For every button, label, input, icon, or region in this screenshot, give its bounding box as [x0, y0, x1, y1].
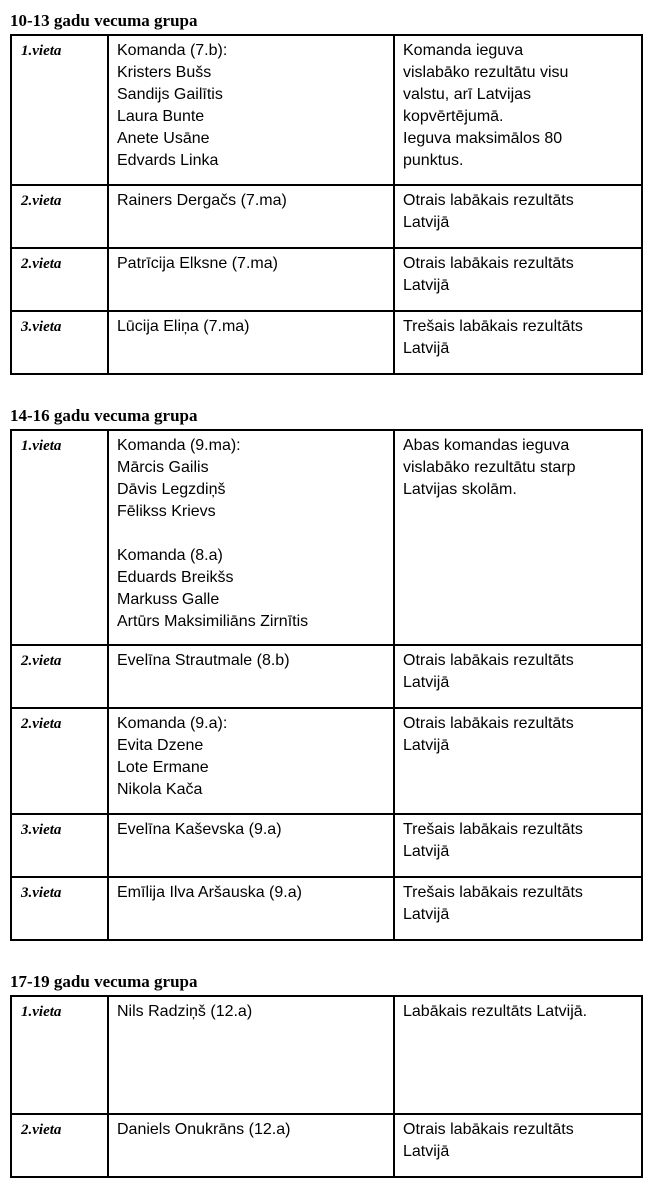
name-line: Artūrs Maksimiliāns Zirnītis [117, 613, 309, 630]
section-spacer [10, 375, 638, 405]
name-line: Evelīna Strautmale (8.b) [117, 652, 290, 669]
note-line: Otrais labākais rezultāts [403, 255, 574, 272]
name-line: Rainers Dergačs (7.ma) [117, 192, 287, 209]
note-line: Ieguva maksimālos 80 [403, 130, 563, 147]
table-row [11, 185, 642, 248]
name-line: Patrīcija Elksne (7.ma) [117, 255, 278, 272]
place-cell: 3.vieta [11, 311, 108, 374]
place-cell: 2.vieta [11, 1114, 108, 1177]
table-row [11, 35, 642, 185]
name-line: Daniels Onukrāns (12.a) [117, 1121, 291, 1138]
place-cell: 2.vieta [11, 248, 108, 311]
name-line: Anete Usāne [117, 130, 210, 147]
table-row [11, 996, 642, 1114]
age-group-section [10, 971, 638, 1178]
names-cell [108, 311, 394, 374]
note-line: Latvijā [403, 674, 450, 691]
name-line: Komanda (9.ma): [117, 437, 241, 454]
document-page [10, 10, 638, 1178]
note-line: Komanda ieguva [403, 42, 524, 59]
name-line: Nils Radziņš (12.a) [117, 1003, 253, 1020]
table-row [11, 645, 642, 708]
place-cell: 2.vieta [11, 645, 108, 708]
note-line: Latvijā [403, 340, 450, 357]
note-cell [394, 430, 642, 645]
note-cell [394, 814, 642, 877]
name-line: Mārcis Gailis [117, 459, 209, 476]
age-group-section [10, 10, 638, 375]
name-line: Evelīna Kaševska (9.a) [117, 821, 282, 838]
names-cell [108, 996, 394, 1114]
note-line: Latvijā [403, 737, 450, 754]
note-line: Otrais labākais rezultāts [403, 715, 574, 732]
note-line: Latvijā [403, 906, 450, 923]
note-cell [394, 877, 642, 940]
note-line: valstu, arī Latvijas [403, 86, 532, 103]
place-cell: 3.vieta [11, 877, 108, 940]
note-line: Otrais labākais rezultāts [403, 192, 574, 209]
note-cell [394, 248, 642, 311]
results-table [10, 34, 643, 375]
name-line: Laura Bunte [117, 108, 205, 125]
name-line: Komanda (7.b): [117, 42, 228, 59]
place-cell: 1.vieta [11, 35, 108, 185]
note-cell [394, 708, 642, 814]
blank-line [117, 523, 387, 545]
section-title: 10-13 gadu vecuma grupa [10, 11, 198, 30]
name-line: Kristers Bušs [117, 64, 212, 81]
name-line: Komanda (8.a) [117, 547, 223, 564]
note-line: Latvijas skolām. [403, 481, 517, 498]
note-line: Latvijā [403, 277, 450, 294]
name-line: Eduards Breikšs [117, 569, 234, 586]
names-cell [108, 185, 394, 248]
note-cell [394, 645, 642, 708]
names-cell [108, 877, 394, 940]
table-row [11, 430, 642, 645]
table-row [11, 1114, 642, 1177]
place-cell: 2.vieta [11, 185, 108, 248]
note-line: Otrais labākais rezultāts [403, 1121, 574, 1138]
table-row [11, 311, 642, 374]
name-line: Edvards Linka [117, 152, 219, 169]
name-line: Lote Ermane [117, 759, 209, 776]
names-cell [108, 1114, 394, 1177]
note-line: Latvijā [403, 214, 450, 231]
name-line: Evita Dzene [117, 737, 204, 754]
note-line: Trešais labākais rezultāts [403, 821, 583, 838]
results-table [10, 429, 643, 941]
note-cell [394, 185, 642, 248]
note-line: Latvijā [403, 843, 450, 860]
place-cell: 1.vieta [11, 430, 108, 645]
names-cell [108, 645, 394, 708]
names-cell [108, 708, 394, 814]
note-line: Trešais labākais rezultāts [403, 884, 583, 901]
table-row [11, 814, 642, 877]
name-line: Dāvis Legzdiņš [117, 481, 226, 498]
name-line: Emīlija Ilva Aršauska (9.a) [117, 884, 302, 901]
note-line: Abas komandas ieguva [403, 437, 570, 454]
note-line: Labākais rezultāts Latvijā. [403, 1003, 588, 1020]
note-line: Otrais labākais rezultāts [403, 652, 574, 669]
name-line: Lūcija Eliņa (7.ma) [117, 318, 250, 335]
results-table [10, 995, 643, 1178]
note-line: vislabāko rezultātu visu [403, 64, 569, 81]
note-cell [394, 996, 642, 1114]
name-line: Sandijs Gailītis [117, 86, 223, 103]
table-row [11, 877, 642, 940]
note-line: kopvērtējumā. [403, 108, 504, 125]
note-cell [394, 35, 642, 185]
names-cell [108, 430, 394, 645]
age-group-section [10, 405, 638, 941]
section-title: 14-16 gadu vecuma grupa [10, 406, 198, 425]
place-cell: 1.vieta [11, 996, 108, 1114]
place-cell: 3.vieta [11, 814, 108, 877]
names-cell [108, 814, 394, 877]
note-cell [394, 311, 642, 374]
note-line: Trešais labākais rezultāts [403, 318, 583, 335]
note-line: Latvijā [403, 1143, 450, 1160]
name-line: Markuss Galle [117, 591, 220, 608]
place-cell: 2.vieta [11, 708, 108, 814]
name-line: Nikola Kača [117, 781, 203, 798]
note-line: punktus. [403, 152, 464, 169]
names-cell [108, 248, 394, 311]
note-cell [394, 1114, 642, 1177]
section-spacer [10, 941, 638, 971]
note-line: vislabāko rezultātu starp [403, 459, 576, 476]
section-title: 17-19 gadu vecuma grupa [10, 972, 198, 991]
names-cell [108, 35, 394, 185]
table-row [11, 248, 642, 311]
name-line: Komanda (9.a): [117, 715, 228, 732]
table-row [11, 708, 642, 814]
name-line: Fēlikss Krievs [117, 503, 216, 520]
